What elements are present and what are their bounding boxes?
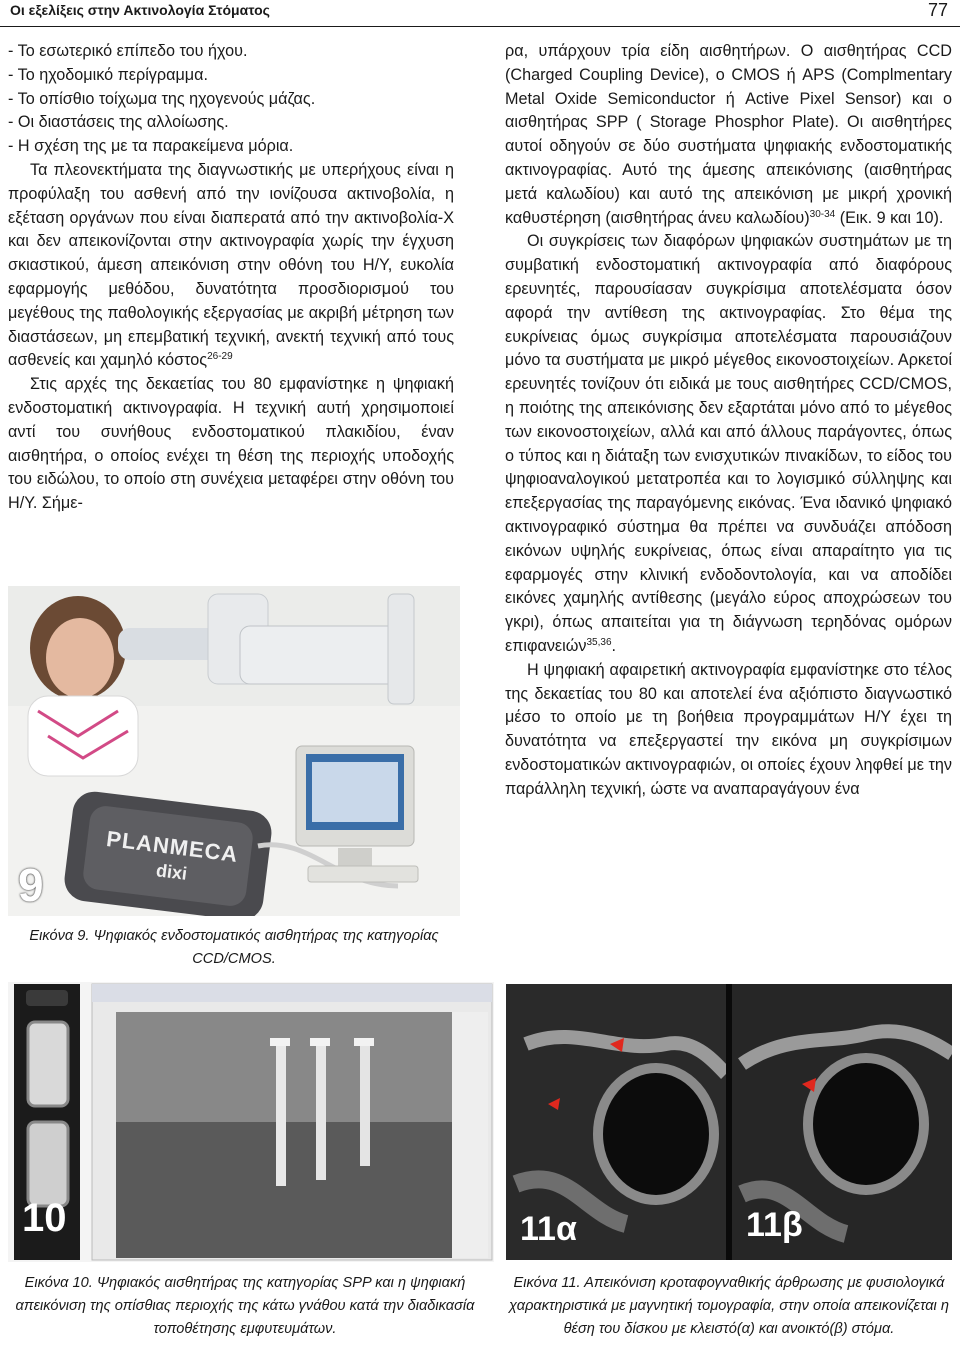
- figure-10-photo: [8, 982, 494, 1262]
- sensor-brand-label: PLANMECA: [105, 826, 240, 867]
- ultrasound-criteria-list: [8, 40, 454, 159]
- list-item: - Η σχέση της με τα παρακείμενα μόρια.: [8, 137, 294, 156]
- figure-10-caption: Εικόνα 10. Ψηφιακός αισθητήρας της κατηγορίας SPP και η ψηφιακή απεικόνιση της οπίσθιας περιοχής της κάτω γνάθου κατά την διαδικασία τοποθέτησης εμφυτευμάτων.: [15, 1275, 475, 1337]
- list-item: - Το οπίσθιο τοίχωμα της ηχογενούς μάζας.: [8, 89, 316, 108]
- paragraph: Στις αρχές της δεκαετίας του 80 εμφανίστηκε η ψηφιακή ενδοστοματική ακτινογραφία. Η τεχνική αυτή χρησιμοποιεί αντί του συνήθους ενδοστοματικού πλακιδίου, έναν αισθητήρα, ο οποίος ενέχει τη θέση της περιοχής υποδοχής του ειδώλου, το οποίο στη συνέχεια μεταφέρει στην οθόνη του Η/Υ. Σήμε-: [8, 375, 454, 513]
- left-column: [8, 40, 454, 516]
- figure-number-label: 10: [22, 1196, 67, 1240]
- figure-10-illustration: [8, 982, 494, 1262]
- page-number: 77: [927, 0, 948, 20]
- header-rule: [0, 26, 960, 27]
- paragraph: Οι συγκρίσεις των διαφόρων ψηφιακών συστημάτων με τη συμβατική ενδοστοματική ακτινογραφία από διαφόρους ερευνητές, παρουσίασαν συγκρίσιμα αποτελέσματα όσον αφορά την αντίθεση της ακτινογραφίας. Στο θέμα της ευκρίνειας όμως συγκρίσιμα αποτελέσματα παρουσιάζουν μόνο τα συστήματα με μικρό μέγεθος εικονοστοιχείων. Αρκετοί ερευνητές τονίζουν ότι ειδικά με τους αισθητήρες CCD/CMOS, η ποιότης της απεικόνισης δεν εξαρτάται μόνο από το μέγεθος των εικονοστοιχείων, αλλά και από άλλους παράγοντες, όπως ο τύπος και η διάταξη των ενισχυτικών πινακίδων, το είδος του ψηφιοαναλογικού μετατροπέα και το λογισμικό σύλληψης και επεξεργασίας της παραγόμενης εικόνας. Ένα ιδανικό ψηφιακό ακτινογραφικό σύστημα θα πρέπει να συνδυάζει απόδοση εικόνων υψηλής ευκρίνειας, όπως είναι απαραίτητο για τις εφαρμογές στην κλινική ενδοδοντολογία, και να αποδίδει εικόνες χαμηλής αντίθεσης (μεγάλο εύρος αποχρώσεων του γκρι), όπως απαιτείται για τη διάγνωση τερηδόνας ομόρων επιφανειών$^{35,36}$.: [505, 232, 952, 655]
- sensor-model-label: dixi: [154, 860, 189, 884]
- citation-ref: 35,36: [586, 636, 612, 648]
- citation-ref: 30-34: [809, 208, 836, 220]
- panel-label-b: 11β: [746, 1206, 803, 1244]
- paragraph: Τα πλεονεκτήματα της διαγνωστικής με υπερήχους είναι η προφύλαξη του ασθενή από την ιονίζουσα ακτινοβολία, η εξέταση οργάνων που είναι διαπερατά από την ακτινοβολία-Χ και δεν απεικονίζονται στην ακτινογραφία χωρίς την έγχυση σκιαστικού, άμεση απεικόνιση στην οθόνη του Η/Υ, ευκολία εφαρμογής μεθόδου, δυνατότητα προσδιορισμού του μεγέθους της παθολογικής εξεργασίας με ακριβή μέτρηση των διαστάσεων, μη επεμβατική τεχνική, ανεκτή τεχνική από τους ασθενείς και χαμηλό κόστος$^{26-29}$: [8, 160, 454, 370]
- list-item: - Το εσωτερικό επίπεδο του ήχου.: [8, 42, 248, 60]
- figure-11-mri: [506, 984, 952, 1260]
- paragraph: ρα, υπάρχουν τρία είδη αισθητήρων. Ο αισθητήρας CCD (Charged Coupling Device), ο CMOS ή APS (Complmentary Metal Oxide Semiconductor ή Active Pixel Sensor) και ο αισθητήρας SPP ( Storage Phosphor Plate). Οι αισθητήρες αυτοί οδηγούν σε δύο συστήματα ψηφιακής ενδοστοματικής ακτινογραφίας. Αυτό της άμεσης απεικόνισης (αισθητήρας μετά καλωδίου) και αυτό της απεικόνιση με μικρή χρονική καθυστέρηση (αισθητήρας άνευ καλωδίου)$^{30-34}$ (Εικ. 9 και 10).: [505, 42, 952, 227]
- right-column: [505, 40, 952, 802]
- figure-number-label: 9: [18, 859, 44, 911]
- figure-11-caption: Εικόνα 11. Απεικόνιση κροταφογναθικής άρθρωσης με φυσιολογικά χαρακτηριστικά με μαγνητική τομογραφία, στην οποία απεικονίζεται η θέση του δίσκου με κλειστό(α) και ανοικτό(β) στόμα.: [509, 1275, 949, 1337]
- running-title: Οι εξελίξεις στην Ακτινολογία Στόματος: [10, 2, 270, 18]
- figure-9-caption: Εικόνα 9. Ψηφιακός ενδοστοματικός αισθητήρας της κατηγορίας CCD/CMOS.: [29, 928, 439, 967]
- figure-9-photo: [8, 586, 460, 916]
- list-item: - Οι διαστάσεις της αλλοίωσης.: [8, 113, 229, 132]
- citation-ref: 26-29: [207, 351, 233, 363]
- list-item: - Το ηχοδομικό περίγραμμα.: [8, 65, 208, 84]
- panel-label-a: 11α: [520, 1210, 577, 1248]
- paragraph: Η ψηφιακή αφαιρετική ακτινογραφία εμφανίστηκε στο τέλος της δεκαετίας του 80 και αποτελεί ένα αξιόπιστο διαγνωστικό μέσο το οποίο με τη βοήθεια προγραμμάτων Η/Υ έχει τη δυνατότητα να επεξεργαστεί την εικόνα μη συγκρίσιμων ενδοστοματικών ακτινογραφιών, οι οποίες έχουν ληφθεί με την παράλληλη τεχνική, ώστε να αναπαραγάγουν ένα: [505, 660, 952, 798]
